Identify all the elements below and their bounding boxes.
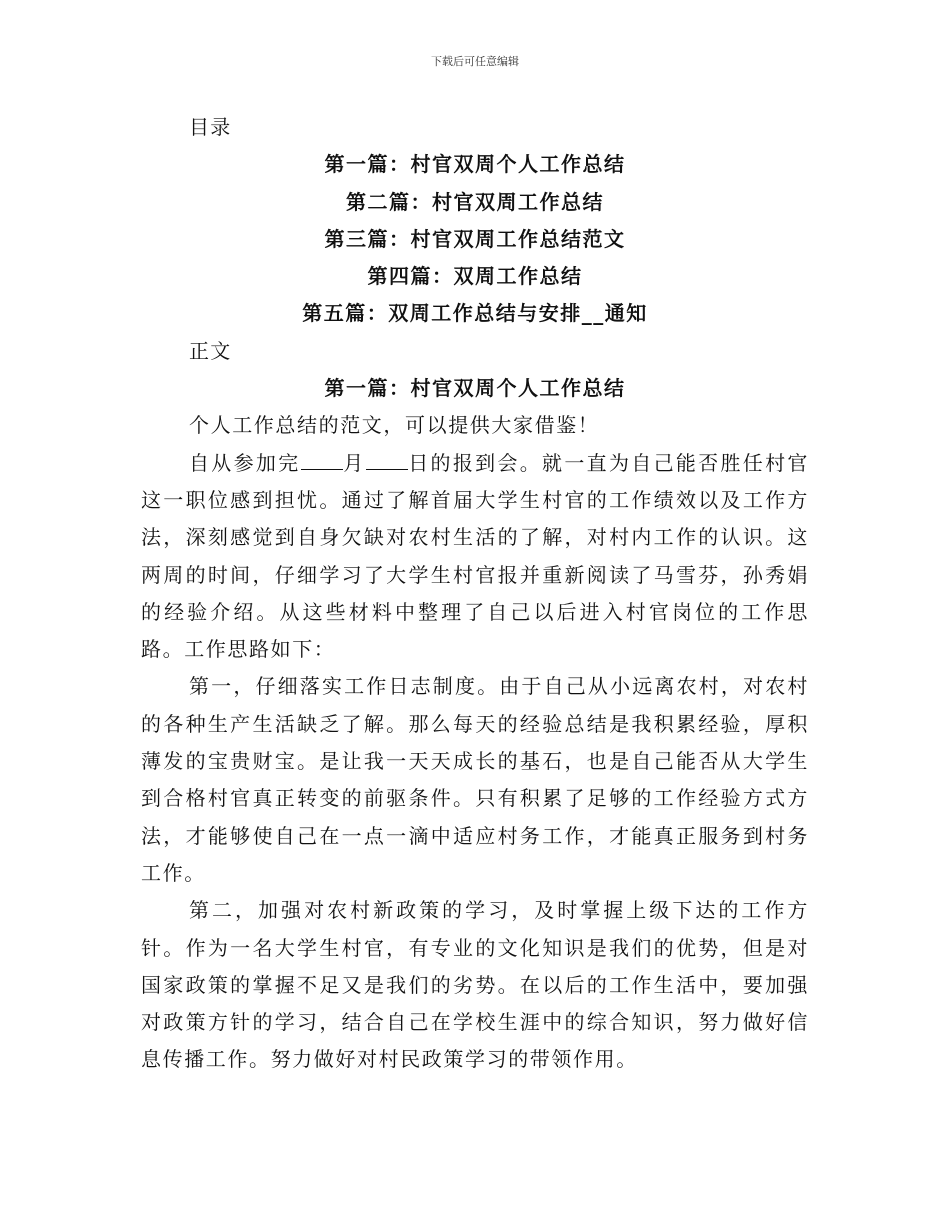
- body-label: 正文: [189, 338, 232, 363]
- paragraph-2: 第一，仔细落实工作日志制度。由于自己从小远离农村，对农村的各种生产生活缺乏了解。那么每天的经验总结是我积累经验，厚积薄发的宝贵财宝。是让我一天天成长的基石，也是自己能否从大学生到合格村官真正转变的前驱条件。只有积累了足够的工作经验方式方法，才能够使自己在一点一滴中适应村务工作，才能真正服务到村务工作。: [141, 674, 809, 885]
- toc-item: 第二篇：村官双周工作总结: [346, 189, 604, 214]
- intro-paragraph: 个人工作总结的范文，可以提供大家借鉴！: [189, 413, 600, 438]
- paragraph-1: [141, 445, 809, 669]
- toc-item: 第四篇：双周工作总结: [367, 264, 583, 289]
- document-body: [141, 109, 809, 1079]
- month-blank: [301, 449, 343, 470]
- paragraph-1-start: 自从参加完: [189, 450, 301, 475]
- toc-label: 目录: [189, 115, 232, 139]
- section-title: 第一篇：村官双周个人工作总结: [324, 376, 626, 401]
- page-header-note: 下载后可任意编辑: [431, 55, 519, 68]
- toc-item: 第一篇：村官双周个人工作总结: [324, 152, 626, 177]
- article-text: [141, 407, 809, 1078]
- toc-item: 第三篇：村官双周工作总结范文: [324, 226, 626, 251]
- day-blank: [366, 449, 408, 470]
- toc-item: 第五篇：双周工作总结与安排__通知: [302, 301, 648, 326]
- paragraph-1-rest: 日的报到会。就一直为自己能否胜任村官这一职位感到担忧。通过了解首届大学生村官的工作绩效以及工作方法，深刻感觉到自身欠缺对农村生活的了解，对村内工作的认识。这两周的时间，仔细学习了大学生村官报并重新阅读了马雪芬，孙秀娟的经验介绍。从这些材料中整理了自己以后进入村官岗位的工作思路。工作思路如下：: [141, 450, 809, 662]
- paragraph-1-month: 月: [342, 450, 366, 475]
- paragraph-3: 第二，加强对农村新政策的学习，及时掌握上级下达的工作方针。作为一名大学生村官，有专业的文化知识是我们的优势，但是对国家政策的掌握不足又是我们的劣势。在以后的工作生活中，要加强对政策方针的学习，结合自己在学校生涯中的综合知识，努力做好信息传播工作。努力做好对村民政策学习的带领作用。: [141, 898, 809, 1072]
